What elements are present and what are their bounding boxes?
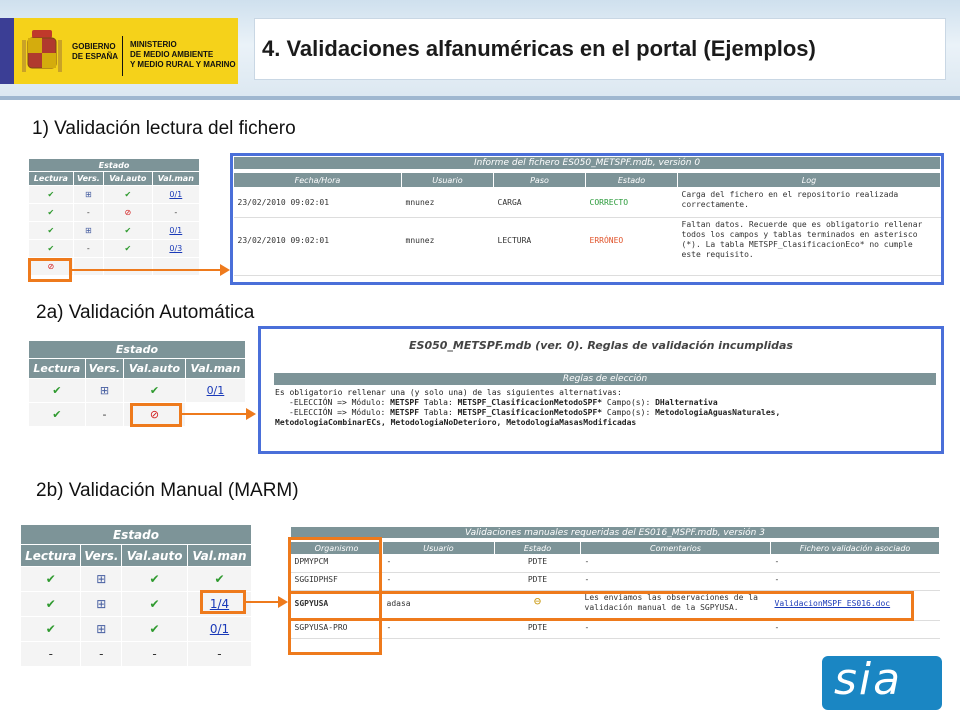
organismo: SGPYUSA — [291, 591, 383, 621]
arrow-line — [72, 269, 222, 271]
check-icon: ✔ — [29, 379, 86, 403]
check-icon: ✔ — [29, 186, 74, 204]
sia-logo-text: sia — [834, 654, 903, 705]
header-rule — [0, 96, 960, 100]
grid-icon[interactable]: ⊞ — [73, 222, 103, 240]
section-2b-label: 2b) Validación Manual (MARM) — [36, 480, 299, 501]
estado-title: Estado — [29, 159, 200, 172]
coat-of-arms-icon — [20, 26, 64, 80]
rule-intro: Es obligatorio rellenar una (y solo una) de las siguientes alternativas: — [275, 388, 622, 397]
fecha: 23/02/2010 09:02:01 — [234, 188, 402, 218]
dash: - — [21, 642, 81, 667]
grid-icon[interactable]: ⊞ — [85, 379, 123, 403]
usuario: adasa — [383, 591, 495, 621]
paso: LECTURA — [494, 218, 586, 276]
grid-icon[interactable]: ⊞ — [81, 592, 122, 617]
report-2-subheader: Reglas de elección — [273, 372, 937, 386]
check-icon: ✔ — [122, 592, 188, 617]
check-icon: ✔ — [29, 240, 74, 258]
col-fichero: Fichero validación asociado — [771, 542, 940, 555]
dash: - — [122, 642, 188, 667]
forbidden-icon[interactable]: ⊘ — [29, 258, 74, 276]
col-usuario: Usuario — [383, 542, 495, 555]
usuario: - — [383, 573, 495, 591]
check-icon: ✔ — [29, 204, 74, 222]
highlight-box — [28, 258, 72, 282]
check-icon: ✔ — [29, 403, 86, 427]
highlight-box — [130, 403, 182, 427]
comentario: - — [581, 555, 771, 573]
empty-cell — [73, 258, 103, 276]
arrow-line — [246, 601, 280, 603]
estado-ok: CORRECTO — [586, 188, 678, 218]
check-icon: ✔ — [104, 186, 153, 204]
ministry-label — [130, 40, 236, 70]
dash: - — [152, 204, 199, 222]
col-valauto: Val.auto — [104, 172, 153, 186]
col-paso: Paso — [494, 173, 586, 188]
report-1 — [230, 153, 944, 285]
check-icon: ✔ — [104, 240, 153, 258]
fichero-link[interactable]: ValidacionMSPF_ES016.doc — [771, 591, 940, 621]
col-vers: Vers. — [81, 545, 122, 567]
empty-cell — [152, 258, 199, 276]
col-lectura: Lectura — [21, 545, 81, 567]
estado-title: Estado — [21, 525, 252, 545]
comentario: - — [581, 621, 771, 639]
col-vers: Vers. — [73, 172, 103, 186]
valman-link[interactable]: 0/1 — [187, 617, 251, 642]
arrow-head-icon — [278, 596, 288, 608]
usuario: mnunez — [402, 188, 494, 218]
rule-line-2: -ELECCIÓN => Módulo: METSPF Tabla: METSPF_ClasificacionMetodoSPF* Campo(s): MetodologiaAguasNaturales, — [289, 408, 781, 417]
report-1-title: Informe del fichero ES050_METSPF.mdb, versión 0 — [233, 156, 941, 170]
valman-link[interactable]: 0/1 — [152, 186, 199, 204]
check-icon: ✔ — [104, 222, 153, 240]
estado: PDTE — [495, 573, 581, 591]
col-valauto: Val.auto — [124, 359, 186, 379]
log: Faltan datos. Recuerde que es obligatorio rellenar todos los campos y tablas terminados en asterisco (*). La tabla METSPF_ClasificacionEco* no cumple este requisito. — [678, 218, 941, 276]
estado: PDTE — [495, 555, 581, 573]
row-highlight-box — [288, 591, 914, 621]
forbidden-icon[interactable]: ⊘ — [124, 403, 186, 427]
fichero: - — [771, 555, 940, 573]
check-icon: ✔ — [21, 592, 81, 617]
logo-divider — [122, 36, 123, 76]
eu-flag-icon — [0, 18, 14, 84]
dash: - — [85, 403, 123, 427]
arrow-head-icon — [246, 408, 256, 420]
section-2a-label: 2a) Validación Automática — [36, 302, 255, 323]
valman-link[interactable]: 1/4 — [187, 592, 251, 617]
organismo: SGPYUSA-PRO — [291, 621, 383, 639]
pending-review-icon: ⊖ — [495, 591, 581, 621]
estado-error: ERRÓNEO — [586, 218, 678, 276]
col-lectura: Lectura — [29, 172, 74, 186]
organismo: SGGIDPHSF — [291, 573, 383, 591]
fecha: 23/02/2010 09:02:01 — [234, 218, 402, 276]
fichero: - — [771, 621, 940, 639]
valman-link[interactable]: 0/3 — [152, 240, 199, 258]
col-estado: Estado — [586, 173, 678, 188]
comentario: - — [581, 573, 771, 591]
comentario: Les enviamos las observaciones de la validación manual de la SGPYUSA. — [581, 591, 771, 621]
col-usuario: Usuario — [402, 173, 494, 188]
usuario: - — [383, 555, 495, 573]
gov-line1: GOBIERNO — [72, 42, 116, 51]
min-line2: DE MEDIO AMBIENTE — [130, 50, 214, 59]
fichero: - — [771, 573, 940, 591]
section-1-label: 1) Validación lectura del fichero — [32, 118, 296, 139]
slide-title: 4. Validaciones alfanuméricas en el portal (Ejemplos) — [262, 36, 816, 61]
col-lectura: Lectura — [29, 359, 86, 379]
rule-line-3: MetodologiaCombinarECs, MetodologiaNoDeterioro, MetodologiaMasasModificadas — [275, 418, 637, 427]
col-log: Log — [678, 173, 941, 188]
organismo: DPMYPCM — [291, 555, 383, 573]
usuario: mnunez — [402, 218, 494, 276]
check-icon: ✔ — [124, 379, 186, 403]
forbidden-icon[interactable]: ⊘ — [104, 204, 153, 222]
col-organismo: Organismo — [291, 542, 383, 555]
highlight-box — [200, 590, 246, 614]
col-valman: Val.man — [152, 172, 199, 186]
government-label — [72, 42, 118, 62]
min-line3: Y MEDIO RURAL Y MARINO — [130, 60, 236, 69]
col-valman: Val.man — [187, 545, 251, 567]
check-icon: ✔ — [21, 567, 81, 592]
rule-line-1: -ELECCIÓN => Módulo: METSPF Tabla: METSPF_ClasificacionMetodoSPF* Campo(s): DHalternativa — [289, 398, 718, 407]
check-icon: ✔ — [187, 567, 251, 592]
estado-title: Estado — [29, 341, 246, 359]
col-valman: Val.man — [185, 359, 245, 379]
col-vers: Vers. — [85, 359, 123, 379]
check-icon: ✔ — [122, 567, 188, 592]
grid-icon[interactable]: ⊞ — [81, 617, 122, 642]
usuario: - — [383, 621, 495, 639]
report-2-title: ES050_METSPF.mdb (ver. 0). Reglas de validación incumplidas — [409, 339, 793, 352]
col-estado: Estado — [495, 542, 581, 555]
min-line1: MINISTERIO — [130, 40, 177, 49]
log: Carga del fichero en el repositorio realizada correctamente. — [678, 188, 941, 218]
valman-link[interactable]: 0/1 — [185, 379, 245, 403]
estado: PDTE — [495, 621, 581, 639]
report-3-title: Validaciones manuales requeridas del ES016_MSPF.mdb, versión 3 — [290, 526, 940, 539]
col-comentarios: Comentarios — [581, 542, 771, 555]
gov-line2: DE ESPAÑA — [72, 52, 119, 61]
arrow-head-icon — [220, 264, 230, 276]
report-2 — [258, 326, 944, 454]
grid-icon[interactable]: ⊞ — [73, 186, 103, 204]
dash: - — [73, 240, 103, 258]
empty-cell — [104, 258, 153, 276]
check-icon: ✔ — [122, 617, 188, 642]
dash: - — [187, 642, 251, 667]
col-valauto: Val.auto — [122, 545, 188, 567]
check-icon: ✔ — [29, 222, 74, 240]
valman-link[interactable]: 0/1 — [152, 222, 199, 240]
check-icon: ✔ — [21, 617, 81, 642]
dash: - — [81, 642, 122, 667]
dash: - — [73, 204, 103, 222]
col-fecha: Fecha/Hora — [234, 173, 402, 188]
grid-icon[interactable]: ⊞ — [81, 567, 122, 592]
paso: CARGA — [494, 188, 586, 218]
arrow-line — [182, 413, 248, 415]
